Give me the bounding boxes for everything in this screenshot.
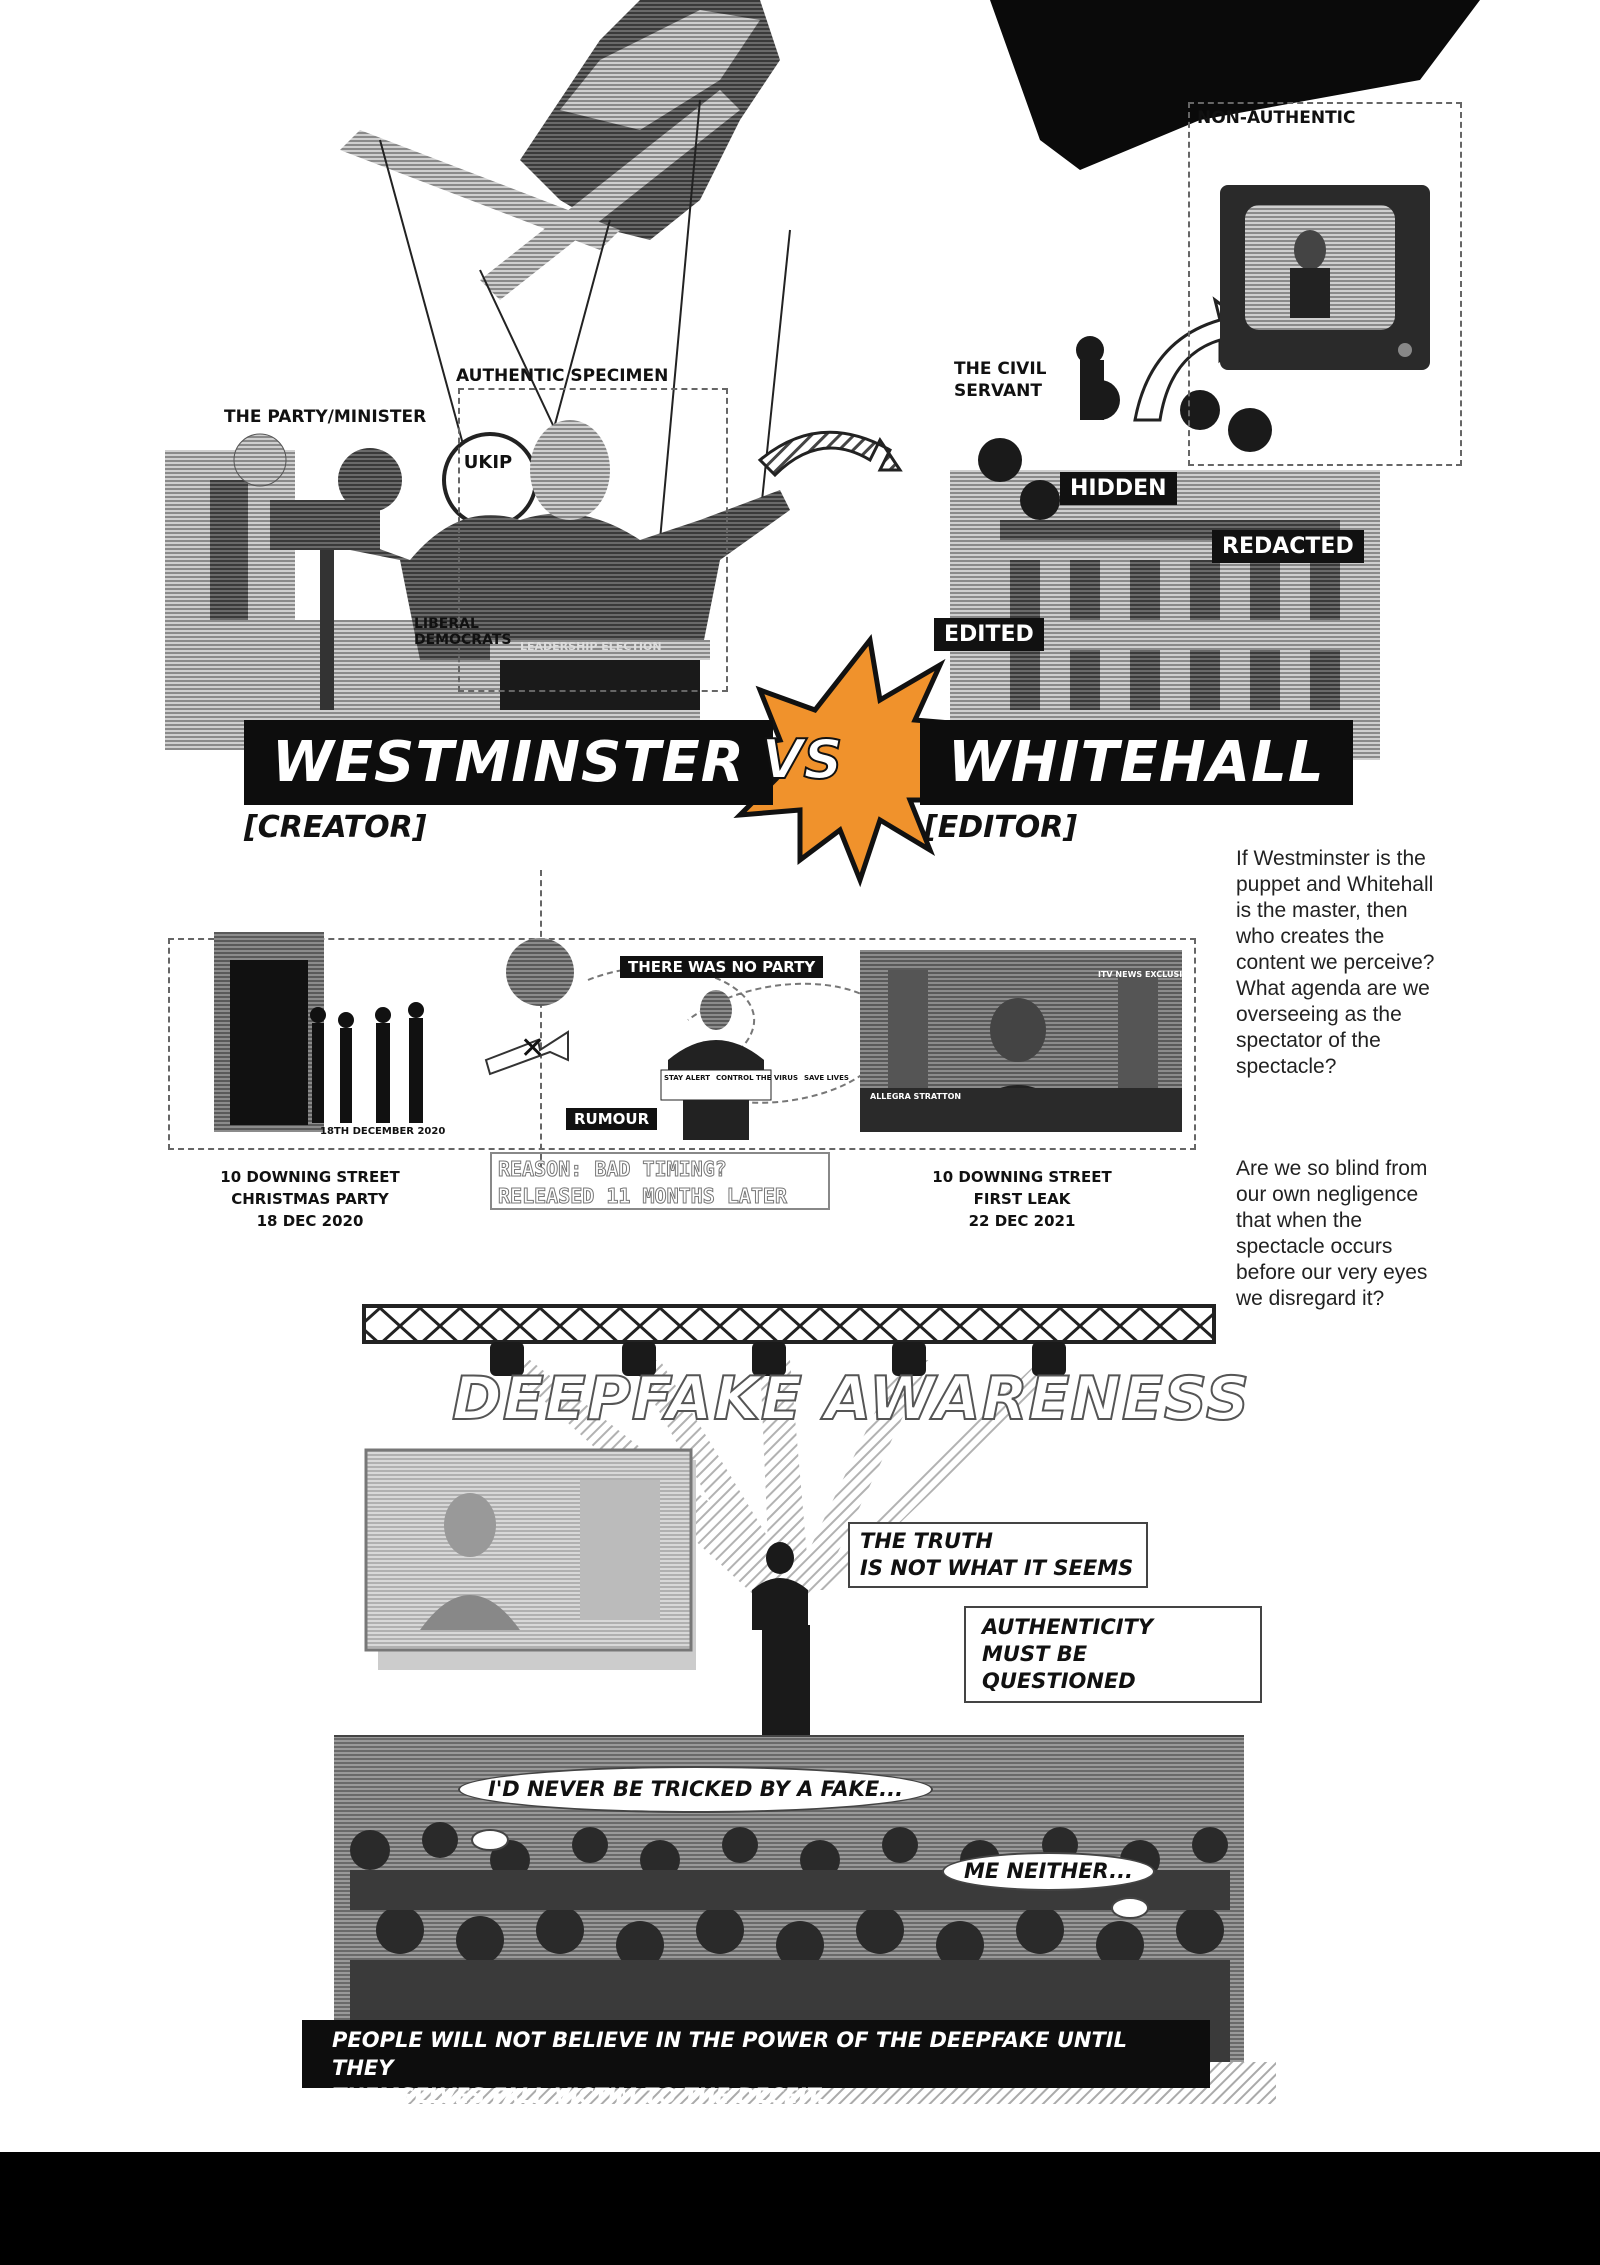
podium-word-1: STAY ALERT — [664, 1074, 711, 1082]
party-minister-label: THE PARTY/MINISTER — [224, 407, 427, 427]
lib-dems-logo: LIBERAL DEMOCRATS — [414, 616, 512, 648]
podium-sign: LEADERSHIP ELECTION — [520, 640, 662, 653]
reason-line-2: RELEASED 11 MONTHS LATER — [498, 1184, 787, 1208]
reason-line-1: REASON: BAD TIMING? — [498, 1157, 727, 1181]
non-authentic-label: NON-AUTHENTIC — [1197, 108, 1356, 128]
left-timeline-caption: 10 DOWNING STREET CHRISTMAS PARTY 18 DEC 2020 — [220, 1168, 400, 1230]
vs-label: VS — [761, 728, 843, 791]
svg-text:✕: ✕ — [520, 1031, 546, 1066]
no-party-tag: THERE WAS NO PARTY — [620, 956, 823, 978]
deepfake-awareness-title: DEEPFAKE AWARENESS — [452, 1364, 1251, 1434]
audience-bubble-2: ME NEITHER... — [942, 1852, 1155, 1891]
civil-servant-label: THE CIVIL SERVANT — [954, 359, 1047, 401]
news-name: ALLEGRA STRATTON — [870, 1092, 962, 1101]
reason-box — [490, 1152, 830, 1210]
hidden-tag: HIDDEN — [1060, 472, 1177, 505]
redacted-tag: REDACTED — [1212, 530, 1364, 563]
podium-words — [664, 1074, 849, 1082]
date-small-label: 18TH DECEMBER 2020 — [320, 1126, 446, 1137]
non-authentic-frame — [1188, 102, 1462, 466]
rumour-tag: RUMOUR — [566, 1108, 657, 1130]
audience-bubble-1: I'D NEVER BE TRICKED BY A FAKE... — [458, 1766, 933, 1813]
truth-bubble: THE TRUTH IS NOT WHAT IT SEEMS — [848, 1522, 1148, 1588]
timeline-illustrations — [168, 920, 1198, 1150]
westminster-title: WESTMINSTER — [244, 720, 773, 805]
creator-label: [CREATOR] — [244, 810, 427, 845]
authenticity-bubble: AUTHENTICITY MUST BE QUESTIONED — [964, 1606, 1262, 1703]
sidebar-paragraph-2: Are we so blind from our own negligence that when the spectacle occurs before our very eyes we disregard it? — [1236, 1157, 1428, 1310]
editor-label: [EDITOR] — [924, 810, 1078, 845]
whitehall-title: WHITEHALL — [920, 720, 1353, 805]
podium-word-3: SAVE LIVES — [804, 1074, 849, 1082]
authentic-specimen-label: AUTHENTIC SPECIMEN — [456, 366, 669, 386]
bottom-black-band — [0, 2152, 1600, 2265]
right-timeline-caption: 10 DOWNING STREET FIRST LEAK 22 DEC 2021 — [932, 1168, 1112, 1230]
edited-tag: EDITED — [934, 618, 1044, 651]
bottom-caption: PEOPLE WILL NOT BELIEVE IN THE POWER OF THE DEEPFAKE UNTIL THEY THEMSELVES FALL VICTIM TO THE DECEIT. — [302, 2020, 1210, 2088]
ukip-logo: UKIP — [463, 452, 513, 473]
news-badge: ITV NEWS EXCLUSIVE — [1098, 970, 1194, 979]
sidebar-paragraph-1: If Westminster is the puppet and Whitehall is the master, then who creates the content we perceive? What agenda are we overseeing as the spectator of the spectacle? — [1236, 847, 1435, 1078]
podium-word-2: CONTROL THE VIRUS — [716, 1074, 798, 1082]
